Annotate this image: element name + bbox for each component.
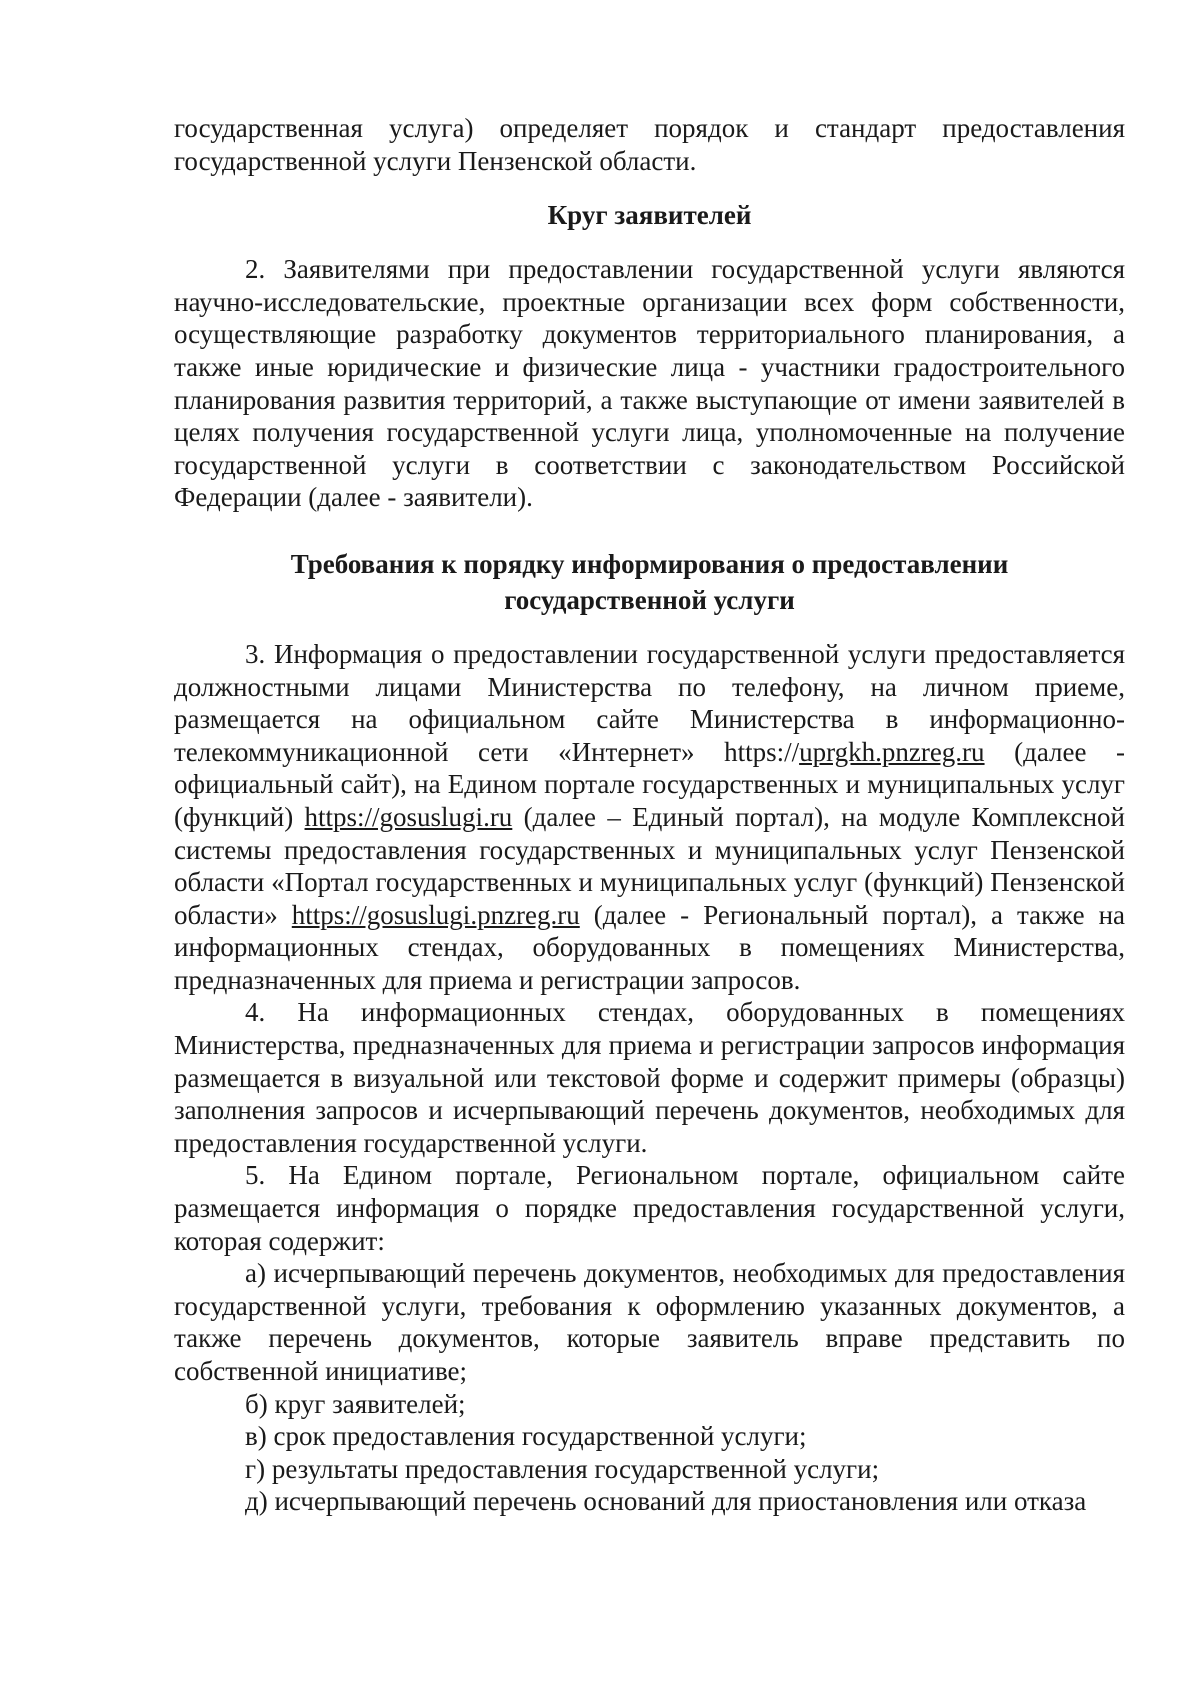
list-item-g: г) результаты предоставления государственной услуги; xyxy=(245,1453,880,1484)
list-item-v: в) срок предоставления государственной услуги; xyxy=(245,1421,807,1452)
paragraph-4: 4. На информационных стендах, оборудованных в помещениях Министерства, предназначенных для приема и регистрации запросов информация размещается в визуальной или текстовой форме и содержит примеры (образцы) заполнения запросов и исчерпывающий перечень документов, необходимых для предоставления государственной услуги. xyxy=(174,997,1125,1158)
paragraph-3 xyxy=(174,638,1125,997)
section-heading-informing-line1: Требования к порядку информирования о предоставлении xyxy=(290,548,1009,579)
paragraph-3-part2: (далее - официальный сайт), на Едином портале государственных и муниципальных услуг (функций) xyxy=(174,736,1125,832)
list-item-d: д) исчерпывающий перечень оснований для приостановления или отказа xyxy=(245,1486,1087,1517)
paragraph-3-part1: 3. Информация о предоставлении государственной услуги предоставляется должностными лицами Министерства по телефону, на личном приеме, размещается на официальном сайте Министерства в информационно-телекоммуникационной сети «Интернет» https:// xyxy=(174,638,1125,767)
intro-paragraph: государственная услуга) определяет порядок и стандарт предоставления государственной услуги Пензенской области. xyxy=(174,113,1125,176)
section-heading-applicants: Круг заявителей xyxy=(547,200,752,231)
list-item-a: а) исчерпывающий перечень документов, необходимых для предоставления государственной услуги, требования к оформлению указанных документов, а также перечень документов, которые заявитель вправе представить по собственной инициативе; xyxy=(174,1258,1125,1386)
section-heading-informing-line2: государственной услуги xyxy=(504,584,795,615)
paragraph-2: 2. Заявителями при предоставлении государственной услуги являются научно-исследовательские, проектные организации всех форм собственности, осуществляющие разработку документов территориального планирования, а также иные юридические и физические лица - участники градостроительного планирования развития территорий, а также выступающие от имени заявителей в целях получения государственной услуги лица, уполномоченные на получение государственной услуги в соответствии с законодательством Российской Федерации (далее - заявители). xyxy=(174,254,1125,513)
gosuslugi-link[interactable]: https://gosuslugi.ru xyxy=(304,801,513,832)
paragraph-3-part3: (далее – Единый портал), на модуле Комплексной системы предоставления государственных и муниципальных услуг Пензенской области «Портал государственных и муниципальных услуг (функций) Пензенской области» xyxy=(174,801,1125,930)
document-body xyxy=(174,112,1125,1518)
list-item-b: б) круг заявителей; xyxy=(245,1388,466,1419)
section-heading-informing xyxy=(174,546,1125,618)
regional-portal-link[interactable]: https://gosuslugi.pnzreg.ru xyxy=(291,899,580,930)
official-site-link[interactable]: uprgkh.pnzreg.ru xyxy=(799,736,985,767)
paragraph-5: 5. На Едином портале, Региональном портале, официальном сайте размещается информация о порядке предоставления государственной услуги, которая содержит: xyxy=(174,1160,1125,1256)
paragraph-3-part4: (далее - Региональный портал), а также на информационных стендах, оборудованных в помещениях Министерства, предназначенных для приема и регистрации запросов. xyxy=(174,899,1125,995)
